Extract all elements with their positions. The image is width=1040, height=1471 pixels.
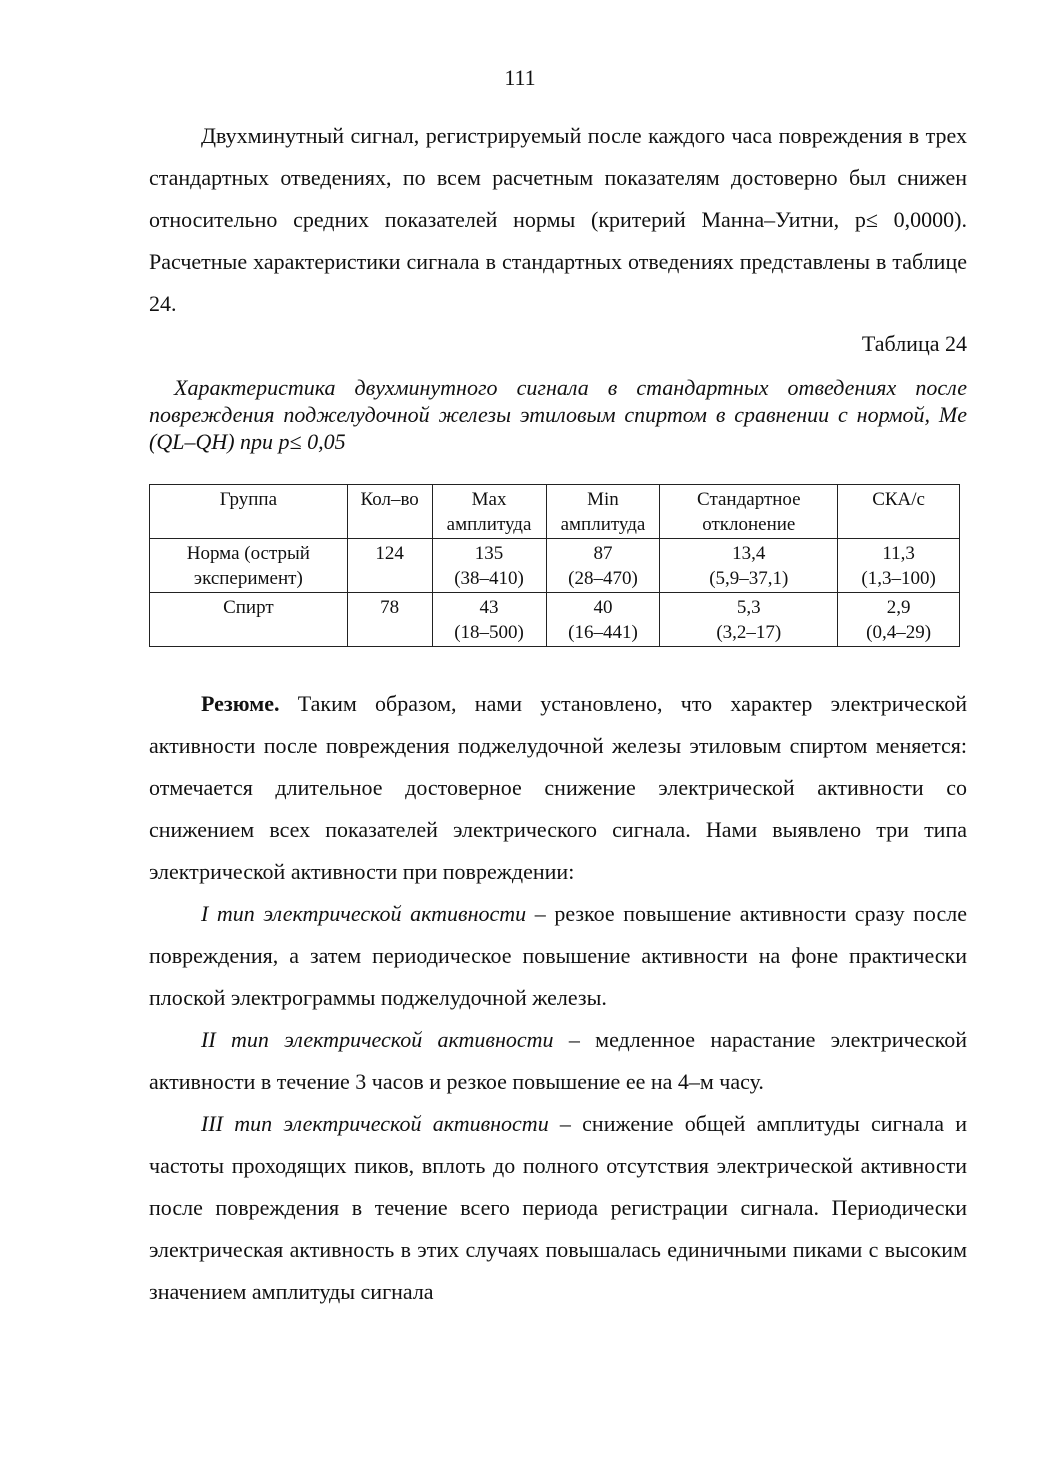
cell-count: 124 <box>347 539 432 593</box>
header-count: Кол–во <box>347 485 432 539</box>
summary-section <box>149 683 967 1313</box>
type-2-paragraph <box>149 1019 967 1103</box>
table-row <box>150 593 960 647</box>
cell-group: Спирт <box>150 593 348 647</box>
intro-paragraph-block <box>149 115 967 325</box>
intro-paragraph: Двухминутный сигнал, регистрируемый после каждого часа повреждения в трех стандартных отведениях, по всем расчетным показателям достоверно был снижен относительно средних показателей нормы (критерий Манна–Уитни, р≤ 0,0000). Расчетные характеристики сигнала в стандартных отведениях представлены в таблице 24. <box>149 123 967 316</box>
table-header-row <box>150 485 960 539</box>
cell-min-amplitude: 87 (28–470) <box>546 539 660 593</box>
cell-max-amplitude: 135 (38–410) <box>432 539 546 593</box>
type-1-paragraph <box>149 893 967 1019</box>
type-3-paragraph <box>149 1103 967 1313</box>
header-ska: СКА/с <box>838 485 960 539</box>
type-3-text: – снижение общей амплитуды сигнала и частоты проходящих пиков, вплоть до полного отсутствия электрической активности после повреждения в течение всего периода регистрации сигнала. Периодически электрическая активность в этих случаях повышалась единичными пиками с высоким значением амплитуды сигнала <box>149 1111 967 1304</box>
cell-std-deviation: 13,4 (5,9–37,1) <box>660 539 838 593</box>
table-row <box>150 539 960 593</box>
summary-paragraph <box>149 683 967 893</box>
header-group: Группа <box>150 485 348 539</box>
page-number: 111 <box>504 65 536 90</box>
cell-count: 78 <box>347 593 432 647</box>
cell-ska: 2,9 (0,4–29) <box>838 593 960 647</box>
data-table <box>149 484 960 647</box>
cell-min-amplitude: 40 (16–441) <box>546 593 660 647</box>
type-2-title: II тип электрической активности <box>201 1027 554 1052</box>
type-1-title: I тип электрической активности <box>201 901 527 926</box>
header-max-amplitude: Max амплитуда <box>432 485 546 539</box>
table-label: Таблица 24 <box>861 331 967 356</box>
cell-ska: 11,3 (1,3–100) <box>838 539 960 593</box>
table-caption: Характеристика двухминутного сигнала в стандартных отведениях после повреждения поджелудочной железы этиловым спиртом в сравнении с нормой, Me (QL–QH) при p≤ 0,05 <box>149 375 967 454</box>
cell-max-amplitude: 43 (18–500) <box>432 593 546 647</box>
type-1-text: – резкое повышение активности сразу после повреждения, а затем периодическое повышение активности на фоне практически плоской электрограммы поджелудочной железы. <box>149 901 967 1010</box>
header-min-amplitude: Min амплитуда <box>546 485 660 539</box>
summary-label: Резюме. <box>201 691 280 716</box>
summary-text: Таким образом, нами установлено, что характер электрической активности после повреждения поджелудочной железы этиловым спиртом меняется: отмечается длительное достоверное снижение электрической активности со снижением всех показателей электрического сигнала. Нами выявлено три типа электрической активности при повреждении: <box>149 691 967 884</box>
type-3-title: III тип электрической активности <box>201 1111 549 1136</box>
cell-std-deviation: 5,3 (3,2–17) <box>660 593 838 647</box>
header-std-deviation: Стандартное отклонение <box>660 485 838 539</box>
cell-group: Норма (острый эксперимент) <box>150 539 348 593</box>
type-2-text: – медленное нарастание электрической активности в течение 3 часов и резкое повышение ее на 4–м часу. <box>149 1027 967 1094</box>
